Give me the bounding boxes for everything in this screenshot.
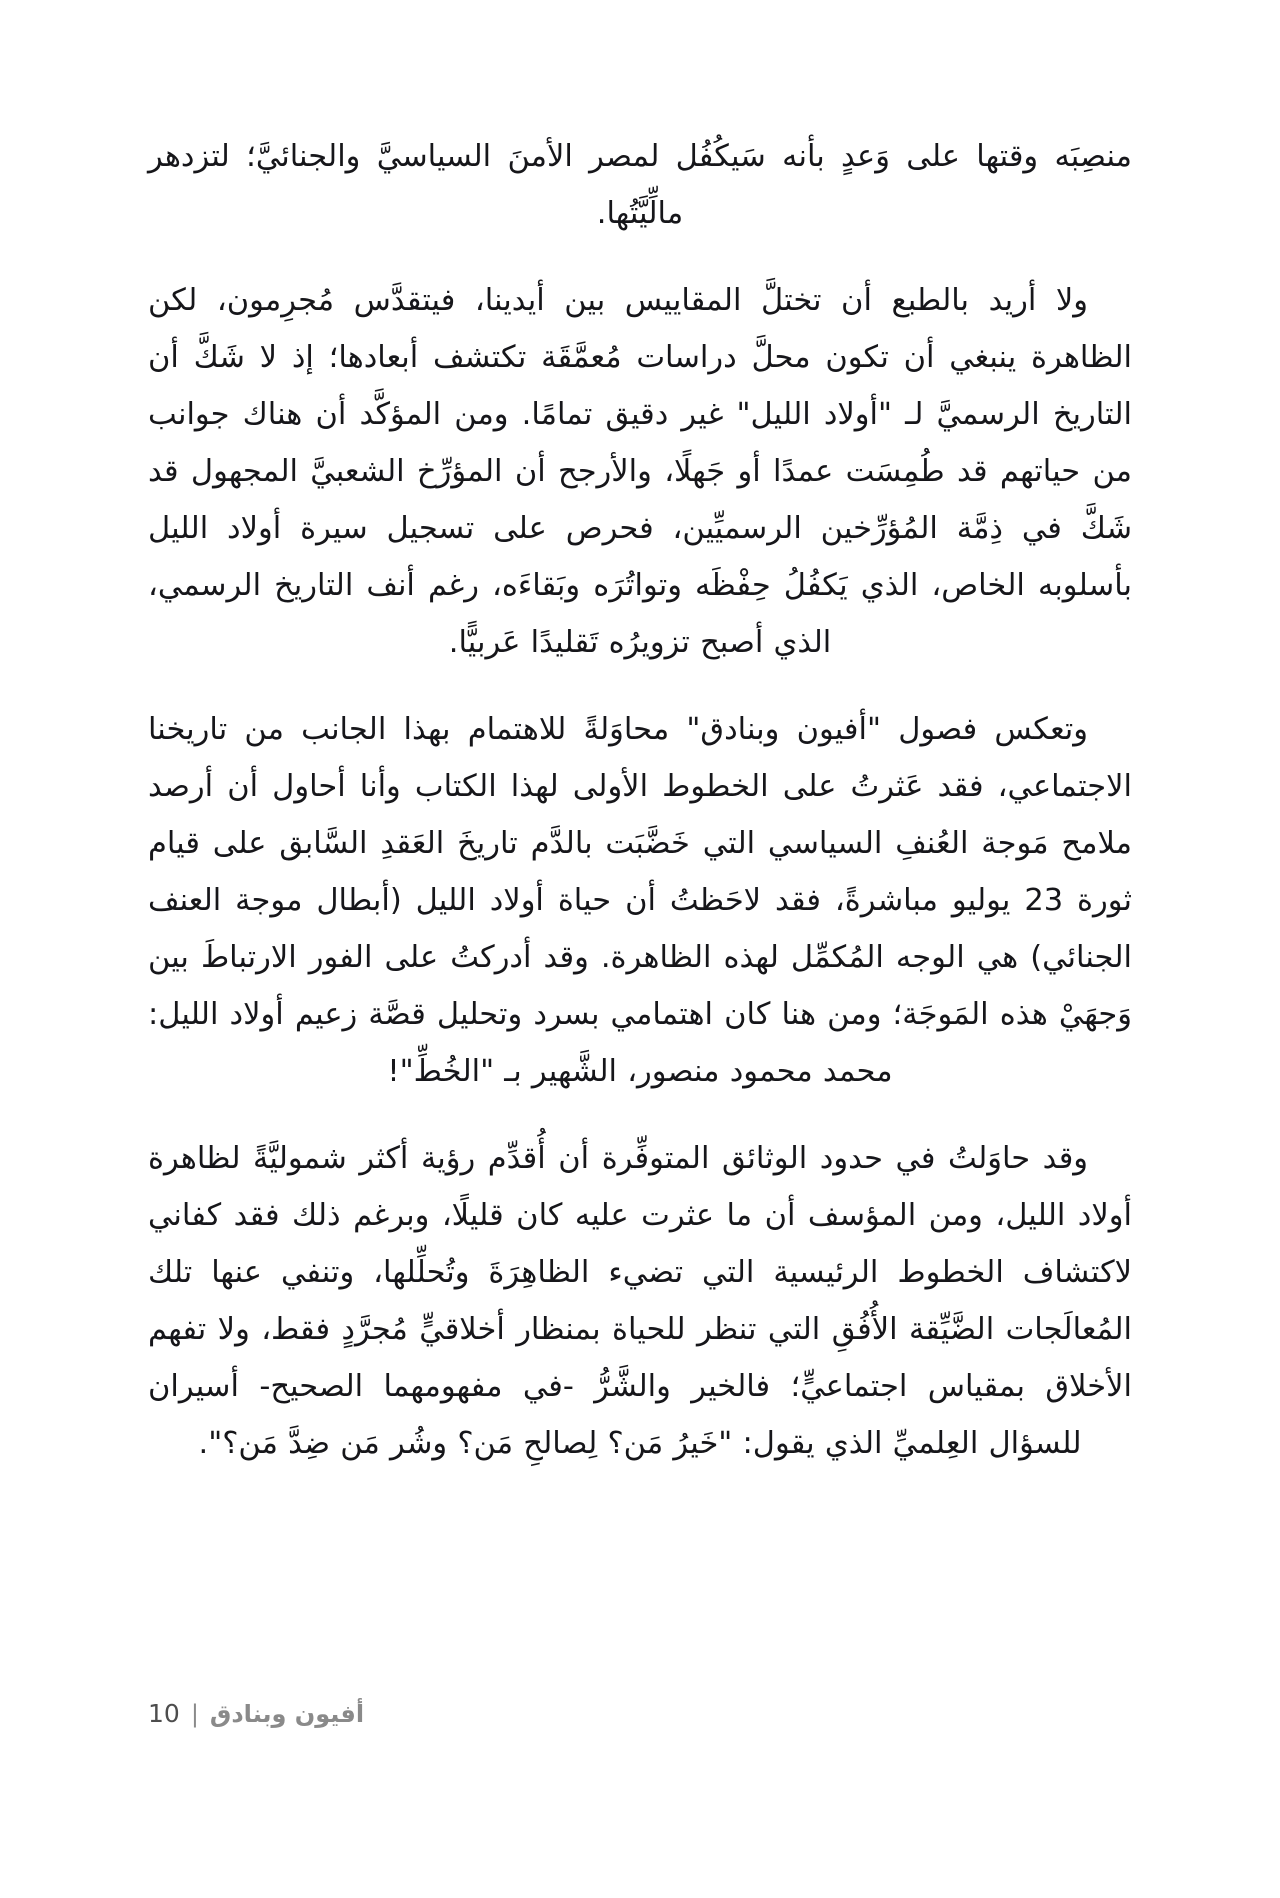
footer-page-number: 10: [148, 1699, 180, 1728]
paragraph-1: منصِبَه وقتها على وَعدٍ بأنه سَيكُفُل لمصر الأمنَ السياسيَّ والجنائيَّ؛ لتزدهر مالِّيَّتُها.: [148, 139, 1132, 231]
page-footer: [148, 1699, 1132, 1728]
page-content: [148, 128, 1132, 1502]
footer-inner: [148, 1699, 364, 1728]
paragraph-2: ولا أريد بالطبع أن تختلَّ المقاييس بين أيدينا، فيتقدَّس مُجرِمون، لكن الظاهرة ينبغي أن تكون محلَّ دراسات مُعمَّقَة تكتشف أبعادها؛ إذ لا شَكَّ أن التاريخ الرسميَّ لـ "أولاد الليل" غير دقيق تمامًا. ومن المؤكَّد أن هناك جوانب من حياتهم قد طُمِسَت عمدًا أو جَهلًا، والأرجح أن المؤرِّخ الشعبيَّ المجهول قد شَكَّ في ذِمَّة المُؤرِّخين الرسميِّين، فحرص على تسجيل سيرة أولاد الليل بأسلوبه الخاص، الذي يَكفُلُ حِفْظَه وتواتُرَه وبَقاءَه، رغم أنف التاريخ الرسمي، الذي أصبح تزويرُه تَقليدًا عَربيًّا.: [148, 283, 1132, 660]
paragraph-3: وتعكس فصول "أفيون وبنادق" محاوَلةً للاهتمام بهذا الجانب من تاريخنا الاجتماعي، فقد عَثرتُ على الخطوط الأولى لهذا الكتاب وأنا أحاول أن أرصد ملامح مَوجة العُنفِ السياسي التي خَضَّبَت بالدَّم تاريخَ العَقدِ السَّابق على قيام ثورة 23 يوليو مباشرةً، فقد لاحَظتُ أن حياة أولاد الليل (أبطال موجة العنف الجنائي) هي الوجه المُكمِّل لهذه الظاهرة. وقد أدركتُ على الفور الارتباطَ بين وَجهَيْ هذه المَوجَة؛ ومن هنا كان اهتمامي بسرد وتحليل قصَّة زعيم أولاد الليل: محمد محمود منصور، الشَّهير بـ "الخُطِّ"!: [148, 712, 1132, 1089]
paragraph-4: وقد حاوَلتُ في حدود الوثائق المتوفِّرة أن أُقدِّم رؤية أكثر شموليَّةً لظاهرة أولاد الليل، ومن المؤسف أن ما عثرت عليه كان قليلًا، وبرغم ذلك فقد كفاني لاكتشاف الخطوط الرئيسية التي تضيء الظاهِرَةَ وتُحلِّلها، وتنفي عنها تلك المُعالَجات الضَّيِّقة الأُفُقِ التي تنظر للحياة بمنظار أخلاقيٍّ مُجرَّدٍ فقط، ولا تفهم الأخلاق بمقياس اجتماعيٍّ؛ فالخير والشَّرُّ -في مفهومهما الصحيح- أسيران للسؤال العِلميِّ الذي يقول: "خَيرُ مَن؟ لِصالحِ مَن؟ وشُر مَن ضِدَّ مَن؟".: [148, 1141, 1132, 1461]
footer-separator: |: [190, 1700, 199, 1728]
footer-book-title: أفيون وبنادق: [209, 1700, 365, 1728]
